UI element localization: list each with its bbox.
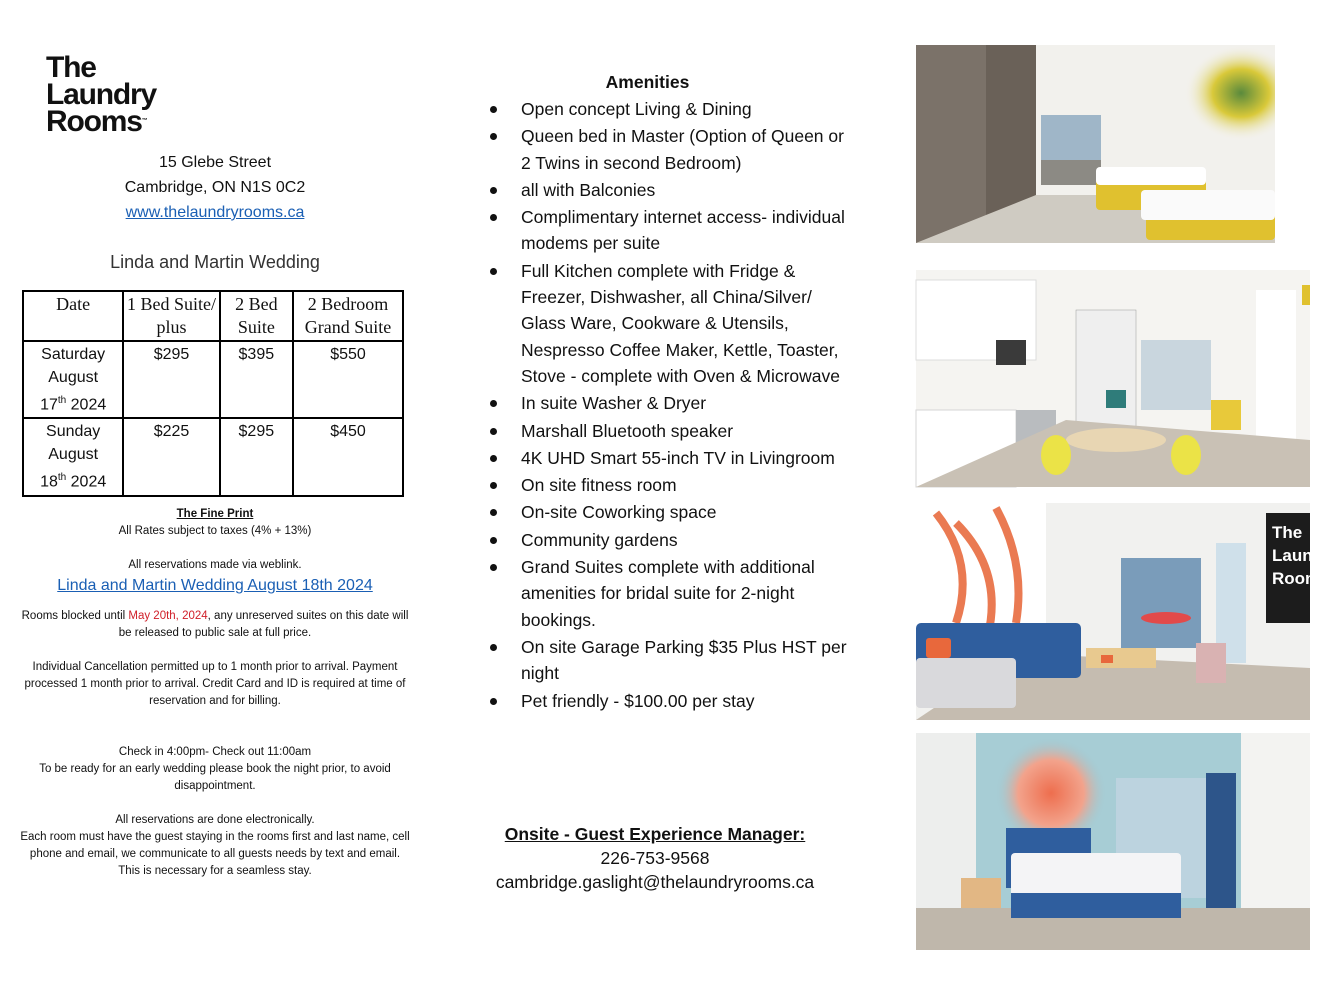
date-cell: Saturday August 17th 2024 — [23, 341, 123, 418]
booking-link[interactable]: Linda and Martin Wedding August 18th 2024 — [57, 577, 373, 594]
list-item: Community gardens — [486, 527, 848, 553]
manager-label: Onsite - Guest Experience Manager: — [504, 824, 806, 844]
photo-twin-bedroom — [916, 45, 1275, 243]
amenities-title: Amenities — [605, 72, 690, 92]
price-cell: $225 — [123, 418, 219, 495]
fine-print — [20, 506, 410, 880]
sign-line-1: The — [1272, 523, 1303, 542]
list-item: Marshall Bluetooth speaker — [486, 418, 848, 444]
contact-email: cambridge.gaslight@thelaundryrooms.ca — [495, 872, 815, 892]
list-item: Grand Suites complete with additional amenities for bridal suite for 2-night bookings. — [486, 554, 848, 633]
table-row — [23, 418, 403, 495]
website-link[interactable]: www.thelaundryrooms.ca — [125, 204, 305, 221]
logo-line-2: Laundry — [46, 78, 156, 111]
header-grand-suite: 2 Bedroom Grand Suite — [293, 291, 403, 341]
street-address: 15 Glebe Street — [158, 154, 272, 171]
list-item: Complimentary internet access- individual modems per suite — [486, 204, 848, 257]
list-item: Full Kitchen complete with Fridge & Freezer, Dishwasher, all China/Silver/ Glass Ware, Cookware & Utensils, Nespresso Coffee Maker, Kettle, Toaster, Stove - complete with Oven & Microwave — [486, 258, 848, 389]
price-cell: $295 — [220, 418, 293, 495]
guest-info-note: Each room must have the guest staying in the rooms first and last name, cell phone and email, we communicate to all guests needs by text and email. This is necessary for a seamless stay. — [20, 831, 410, 877]
address-block — [20, 150, 410, 225]
event-title: Linda and Martin Wedding — [110, 252, 320, 272]
table-row — [23, 341, 403, 418]
blocked-note: Rooms blocked until May 20th, 2024, any unreserved suites on this date will be released to public sale at full price. — [21, 610, 409, 639]
photo-kitchen-dining — [916, 270, 1310, 487]
amenities-list — [486, 96, 848, 715]
header-2-bed: 2 Bed Suite — [220, 291, 293, 341]
list-item: Queen bed in Master (Option of Queen or 2 Twins in second Bedroom) — [486, 123, 848, 176]
sign-line-3: Room — [1272, 569, 1321, 588]
checkin-note: Check in 4:00pm- Check out 11:00am — [118, 746, 312, 758]
list-item: Open concept Living & Dining — [486, 96, 848, 122]
date-cell: Sunday August 18th 2024 — [23, 418, 123, 495]
list-item: On site fitness room — [486, 472, 848, 498]
contact-phone: 226-753-9568 — [600, 848, 710, 868]
photo-living-room — [916, 503, 1323, 720]
sign-line-2: Laund — [1272, 546, 1323, 565]
rates-table — [22, 290, 404, 497]
list-item: all with Balconies — [486, 177, 848, 203]
logo-line-3: Rooms™ — [46, 105, 148, 138]
price-cell: $550 — [293, 341, 403, 418]
electronic-note: All reservations are done electronically. — [115, 814, 315, 826]
price-cell: $450 — [293, 418, 403, 495]
fine-print-title: The Fine Print — [176, 508, 254, 520]
list-item: 4K UHD Smart 55-inch TV in Livingroom — [486, 445, 848, 471]
early-note: To be ready for an early wedding please book the night prior, to avoid disappointment. — [39, 763, 391, 792]
brand-logo — [46, 51, 156, 138]
weblink-intro: All reservations made via weblink. — [128, 559, 302, 571]
contact-block — [470, 822, 840, 894]
taxes-note: All Rates subject to taxes (4% + 13%) — [118, 525, 312, 537]
list-item: In suite Washer & Dryer — [486, 390, 848, 416]
rates-header-row — [23, 291, 403, 341]
photo-blue-bedroom — [916, 733, 1310, 950]
price-cell: $295 — [123, 341, 219, 418]
header-1-bed: 1 Bed Suite/ plus — [123, 291, 219, 341]
list-item: On site Garage Parking $35 Plus HST per night — [486, 634, 848, 687]
price-cell: $395 — [220, 341, 293, 418]
list-item: Pet friendly - $100.00 per stay — [486, 688, 848, 714]
city-address: Cambridge, ON N1S 0C2 — [124, 179, 306, 196]
cancellation-note: Individual Cancellation permitted up to 1 month prior to arrival. Payment processed 1 month prior to arrival. Credit Card and ID is required at time of reservation and for billing. — [24, 661, 406, 707]
blocked-date: May 20th, 2024 — [128, 610, 208, 622]
logo-line-1: The — [46, 51, 96, 84]
trademark-symbol: ™ — [141, 118, 148, 124]
list-item: On-site Coworking space — [486, 499, 848, 525]
header-date: Date — [23, 291, 123, 341]
